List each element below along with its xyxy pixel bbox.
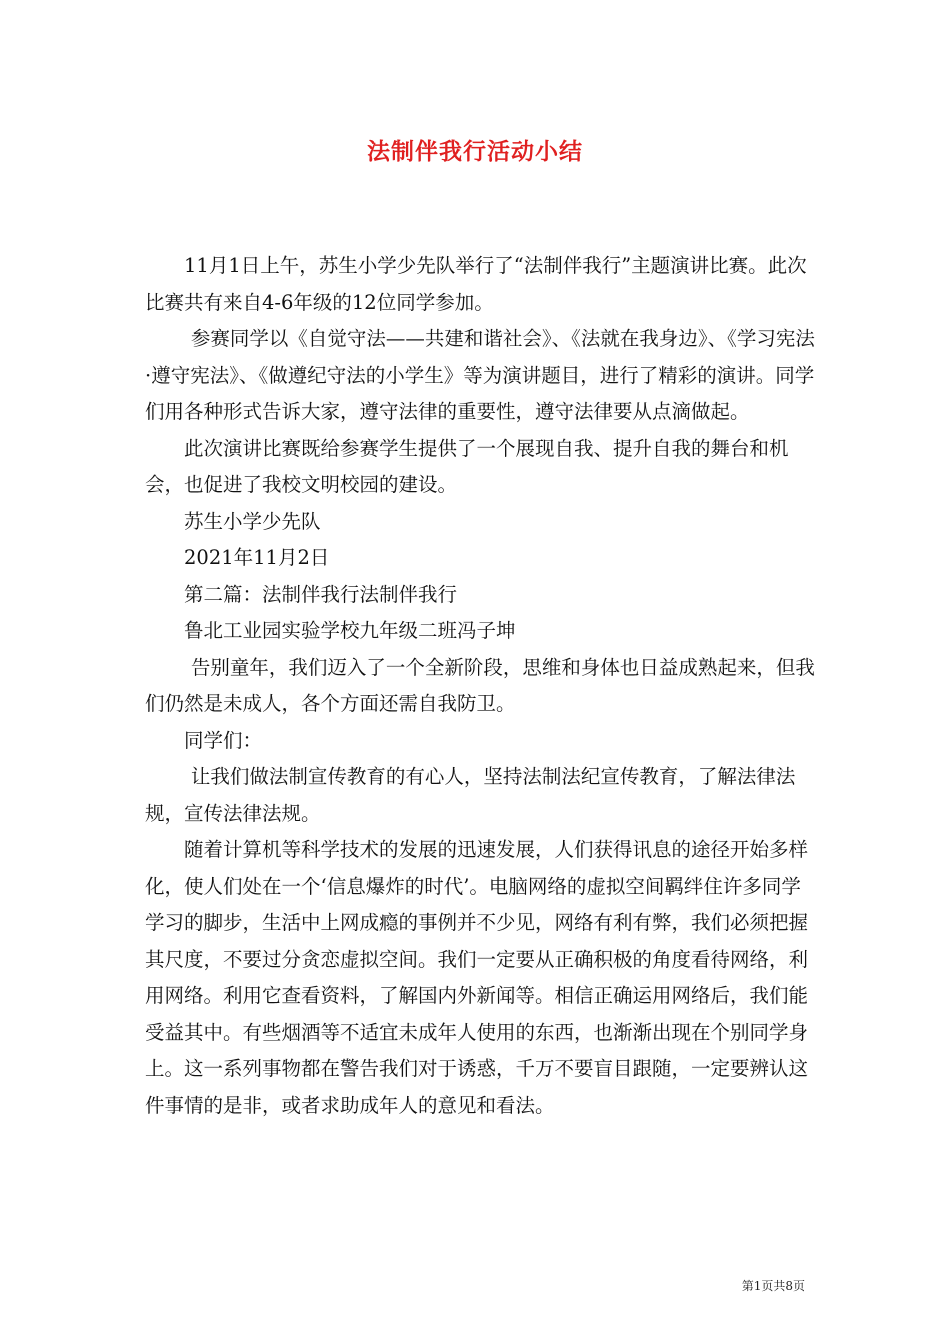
section-heading: 第二篇：法制伴我行法制伴我行 — [184, 582, 458, 606]
paragraph: 此次演讲比赛既给参赛学生提供了一个展现自我、提升自我的舞台和机会，也促进了我校文明校园的建设。 — [145, 436, 789, 496]
signature-date: 2021年11月2日 — [184, 546, 330, 569]
paragraph: 参赛同学以《自觉守法——共建和谐社会》、《法就在我身边》、《学习宪法·遵守宪法》、《做遵纪守法的小学生》等为演讲题目，进行了精彩的演讲。同学们用各种形式告诉大家，遵守法律的重要性，遵守法律要从点滴做起。 — [145, 327, 815, 423]
document-body — [145, 248, 815, 1124]
paragraph: 11月1日上午，苏生小学少先队举行了“法制伴我行”主题演讲比赛。此次比赛共有来自4-6年级的12位同学参加。 — [145, 254, 807, 314]
signature-organization: 苏生小学少先队 — [184, 509, 321, 533]
paragraph: 让我们做法制宣传教育的有心人，坚持法制法纪宣传教育，了解法律法规，宣传法律法规。 — [145, 765, 796, 825]
document-title: 法制伴我行活动小结 — [367, 138, 583, 165]
author-line: 鲁北工业园实验学校九年级二班冯子坤 — [184, 619, 516, 642]
paragraph: 告别童年，我们迈入了一个全新阶段，思维和身体也日益成熟起来，但我们仍然是未成人，各个方面还需自我防卫。 — [145, 655, 815, 715]
paragraph: 随着计算机等科学技术的发展的迅速发展，人们获得讯息的途径开始多样化，使人们处在一个‘信息爆炸的时代’。电脑网络的虚拟空间羁绊住许多同学学习的脚步，生活中上网成瘾的事例并不少见，网络有利有弊，我们必须把握其尺度，不要过分贪恋虚拟空间。我们一定要从正确积极的角度看待网络，利用网络。利用它查看资料，了解国内外新闻等。相信正确运用网络后，我们能受益其中。有些烟酒等不适宜未成年人使用的东西，也渐渐出现在个别同学身上。这一系列事物都在警告我们对于诱惑，千万不要盲目跟随，一定要辨认这件事情的是非，或者求助成年人的意见和看法。 — [145, 838, 809, 1117]
page-number: 第1页共8页 — [741, 1279, 805, 1293]
salutation: 同学们： — [184, 728, 263, 752]
